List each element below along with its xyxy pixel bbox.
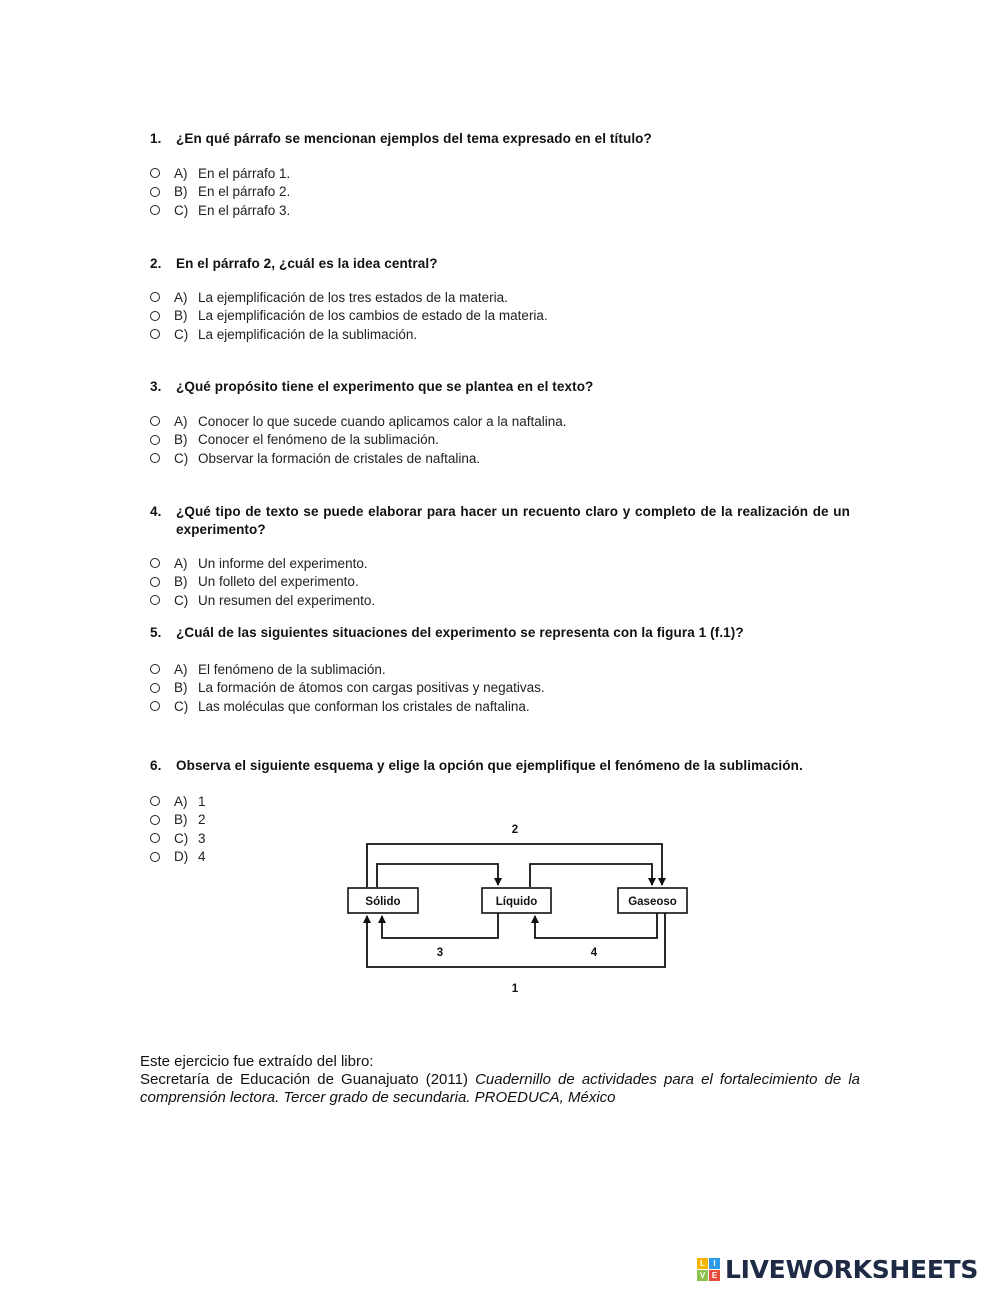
option-b[interactable]: B) La formación de átomos con cargas positivas y negativas.	[150, 679, 850, 698]
option-c[interactable]: C) 3	[150, 829, 850, 848]
question-text: En el párrafo 2, ¿cuál es la idea central?	[176, 256, 438, 271]
radio-button[interactable]	[150, 187, 160, 197]
arrow-4	[535, 913, 657, 938]
logo-tile: E	[709, 1270, 720, 1281]
radio-button[interactable]	[150, 595, 160, 605]
option-b[interactable]: B) Conocer el fenómeno de la sublimación.	[150, 431, 850, 450]
question-number: 6.	[150, 758, 162, 773]
arrow-label-3: 3	[436, 947, 444, 959]
option-a[interactable]: A) 1	[150, 792, 850, 811]
question-text: ¿En qué párrafo se mencionan ejemplos del tema expresado en el título?	[176, 131, 652, 146]
option-d[interactable]: D) 4	[150, 848, 850, 867]
question-4	[150, 503, 850, 610]
option-a[interactable]: A) El fenómeno de la sublimación.	[150, 660, 850, 679]
option-b[interactable]: B) La ejemplificación de los cambios de estado de la materia.	[150, 307, 850, 326]
logo-tile: L	[697, 1258, 708, 1269]
logo-tile: V	[697, 1270, 708, 1281]
question-5	[150, 624, 850, 716]
logo-icon	[697, 1258, 720, 1281]
question-3	[150, 378, 850, 468]
radio-button[interactable]	[150, 311, 160, 321]
radio-button[interactable]	[150, 815, 160, 825]
arrow-3	[382, 913, 498, 938]
question-text: Observa el siguiente esquema y elige la opción que ejemplifique el fenómeno de la sublimación.	[176, 758, 803, 773]
option-b[interactable]: B) 2	[150, 811, 850, 830]
option-b[interactable]: B) Un folleto del experimento.	[150, 573, 850, 592]
radio-button[interactable]	[150, 168, 160, 178]
options	[150, 660, 850, 716]
option-a[interactable]: A) Un informe del experimento.	[150, 554, 850, 573]
radio-button[interactable]	[150, 796, 160, 806]
question-number: 4.	[150, 504, 162, 519]
logo-text: LIVEWORKSHEETS	[725, 1255, 979, 1284]
liveworksheets-logo[interactable]	[697, 1255, 978, 1284]
radio-button[interactable]	[150, 683, 160, 693]
radio-button[interactable]	[150, 664, 160, 674]
logo-tile: I	[709, 1258, 720, 1269]
radio-button[interactable]	[150, 416, 160, 426]
option-c[interactable]: C) Observar la formación de cristales de naftalina.	[150, 449, 850, 468]
options	[150, 164, 850, 220]
radio-button[interactable]	[150, 852, 160, 862]
option-b[interactable]: B) En el párrafo 2.	[150, 183, 850, 202]
question-text: ¿Qué tipo de texto se puede elaborar para hacer un recuento claro y completo de la realización de un experimento?	[176, 504, 850, 537]
source-citation	[140, 1053, 860, 1107]
option-c[interactable]: C) Las moléculas que conforman los cristales de naftalina.	[150, 697, 850, 716]
arrow-2	[367, 844, 662, 887]
arrow-label-2: 2	[511, 824, 519, 836]
question-text: ¿Qué propósito tiene el experimento que se plantea en el texto?	[176, 379, 594, 394]
arrow-1	[367, 913, 665, 967]
state-label-gas: Gaseoso	[628, 896, 677, 908]
radio-button[interactable]	[150, 292, 160, 302]
state-label-solid: Sólido	[365, 896, 401, 908]
radio-button[interactable]	[150, 701, 160, 711]
options	[150, 288, 850, 344]
option-c[interactable]: C) Un resumen del experimento.	[150, 591, 850, 610]
options	[150, 412, 850, 468]
question-number: 5.	[150, 625, 162, 640]
options	[150, 554, 850, 610]
option-a[interactable]: A) En el párrafo 1.	[150, 164, 850, 183]
arrow-label-1: 1	[511, 983, 519, 995]
radio-button[interactable]	[150, 453, 160, 463]
source-intro: Este ejercicio fue extraído del libro:	[140, 1053, 374, 1070]
arrow-liquid-to-gas	[530, 864, 652, 887]
arrow-label-4: 4	[590, 947, 598, 959]
radio-button[interactable]	[150, 577, 160, 587]
question-number: 1.	[150, 131, 162, 146]
radio-button[interactable]	[150, 435, 160, 445]
radio-button[interactable]	[150, 205, 160, 215]
state-label-liquid: Líquido	[495, 896, 538, 908]
question-2	[150, 255, 850, 344]
option-a[interactable]: A) La ejemplificación de los tres estados de la materia.	[150, 288, 850, 307]
radio-button[interactable]	[150, 329, 160, 339]
question-text: ¿Cuál de las siguientes situaciones del experimento se representa con la figura 1 (f.1)?	[176, 625, 744, 640]
radio-button[interactable]	[150, 558, 160, 568]
state-change-diagram	[340, 815, 700, 1000]
question-1	[150, 130, 850, 220]
option-a[interactable]: A) Conocer lo que sucede cuando aplicamos calor a la naftalina.	[150, 412, 850, 431]
source-reference: Secretaría de Educación de Guanajuato (2011) Cuadernillo de actividades para el fortalecimiento de la comprensión lectora. Tercer grado de secundaria. PROEDUCA, México	[140, 1071, 860, 1106]
arrow-solid-to-liquid	[377, 864, 498, 887]
question-number: 3.	[150, 379, 162, 394]
option-c[interactable]: C) En el párrafo 3.	[150, 201, 850, 220]
option-c[interactable]: C) La ejemplificación de la sublimación.	[150, 325, 850, 344]
radio-button[interactable]	[150, 833, 160, 843]
question-number: 2.	[150, 256, 162, 271]
